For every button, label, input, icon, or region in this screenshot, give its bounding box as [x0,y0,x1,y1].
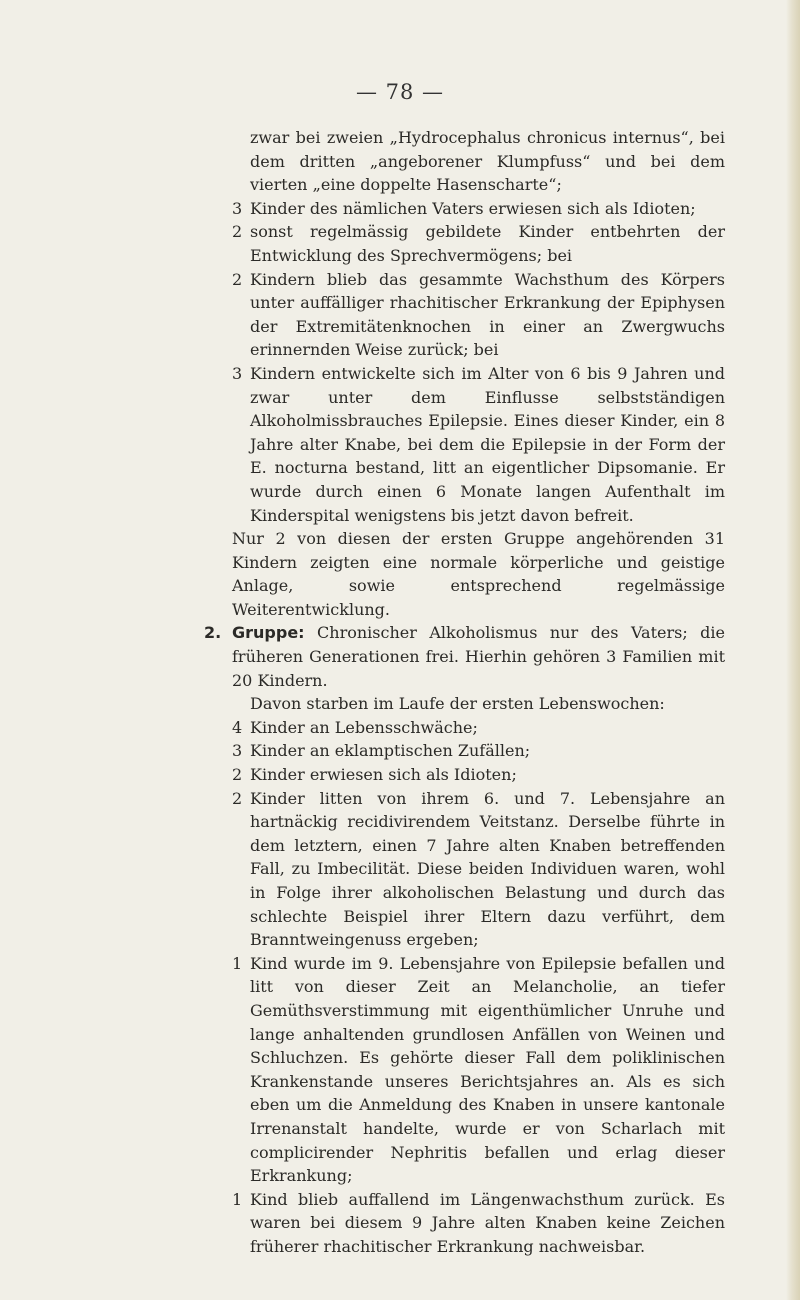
paragraph: zwar bei zweien „Hydrocephalus chronicus internus“, bei dem dritten „angeborener Klumpfuss“ und bei dem vierten „eine doppelte Hasenscharte“; [250,128,725,195]
item-count: 3 [232,741,243,761]
list-item [232,362,725,527]
group-number: 2. [204,623,222,643]
item-text: Kinder erwiesen sich als Idioten; [250,765,517,785]
item-count: 4 [232,717,243,737]
item-count: 3 [232,198,243,218]
item-count: 2 [232,269,243,289]
section-heading-group-2 [204,621,725,692]
paragraph: Davon starben im Laufe der ersten Lebenswochen: [250,694,665,714]
item-count: 2 [232,765,243,785]
item-count: 3 [232,363,243,383]
paragraph: Nur 2 von diesen der ersten Gruppe angehörenden 31 Kindern zeigten eine normale körperliche und geistige Anlage, sowie entsprechend regelmässige Weiterentwicklung. [232,529,725,619]
list-item [232,763,725,787]
item-text: Kinder an eklamptischen Zufällen; [250,741,531,761]
list-item [232,952,725,1188]
list-item [232,197,725,221]
list-item [232,716,725,740]
item-text: Kinder an Lebensschwäche; [250,717,478,737]
page-edge [786,0,800,1300]
page-number: — 78 — [355,80,445,104]
group-label: Gruppe: [232,623,305,643]
document-body [204,126,725,1259]
list-item [232,739,725,763]
item-text: Kindern entwickelte sich im Alter von 6 bis 9 Jahren und zwar unter dem Einflusse selbstständigen Alkoholmissbrauches Epilepsie. Eines dieser Kinder, ein 8 Jahre alter Knabe, bei dem die Epilepsie in der Form der E. nocturna bestand, litt an eigentlicher Dipsomanie. Er wurde durch einen 6 Monate langen Aufenthalt im Kinderspital wenigstens bis jetzt davon befreit. [250,363,725,525]
item-text: Kindern blieb das gesammte Wachsthum des Körpers unter auffälliger rhachitischer Erkrankung der Epiphysen der Extremitätenknochen in einer an Zwergwuchs erinnernden Weise zurück; bei [250,269,725,360]
list-item [232,220,725,267]
item-text: sonst regelmässig gebildete Kinder entbehrten der Entwicklung des Sprechvermögens; bei [250,222,725,265]
item-count: 2 [232,788,243,808]
item-text: Kind blieb auffallend im Längenwachsthum zurück. Es waren bei diesem 9 Jahre alten Knaben keine Zeichen früherer rhachitischer Erkrankung nachweisbar. [250,1189,725,1256]
list-item [232,268,725,362]
item-text: Kind wurde im 9. Lebensjahre von Epilepsie befallen und litt von dieser Zeit an Melancholie, an tiefer Gemüthsverstimmung mit eigenthümlicher Unruhe und lange anhaltenden grundlosen Anfällen von Weinen und Schluchzen. Es gehörte dieser Fall dem poliklinischen Krankenstande unseres Berichtsjahres an. Als es sich eben um die Anmeldung des Knaben in unsere kantonale Irrenanstalt handelte, wurde er von Scharlach mit complicirender Nephritis befallen und erlag dieser Erkrankung; [250,953,725,1186]
item-text: Kinder litten von ihrem 6. und 7. Lebensjahre an hartnäckig recidivirendem Veitstanz. Derselbe führte in dem letztern, einen 7 Jahre alten Knaben betreffenden Fall, zu Imbecilität. Diese beiden Individuen waren, wohl in Folge ihrer alkoholischen Belastung und durch das schlechte Beispiel ihrer Eltern dazu verführt, dem Branntweingenuss ergeben; [250,788,725,950]
group-text: Chronischer Alkoholismus nur des Vaters; die früheren Generationen frei. Hierhin gehören 3 Familien mit 20 Kindern. [232,623,725,690]
item-count: 2 [232,222,243,242]
item-count: 1 [232,1189,243,1209]
list-item [232,1188,725,1259]
list-item [232,787,725,952]
item-count: 1 [232,953,243,973]
item-text: Kinder des nämlichen Vaters erwiesen sich als Idioten; [250,198,696,218]
